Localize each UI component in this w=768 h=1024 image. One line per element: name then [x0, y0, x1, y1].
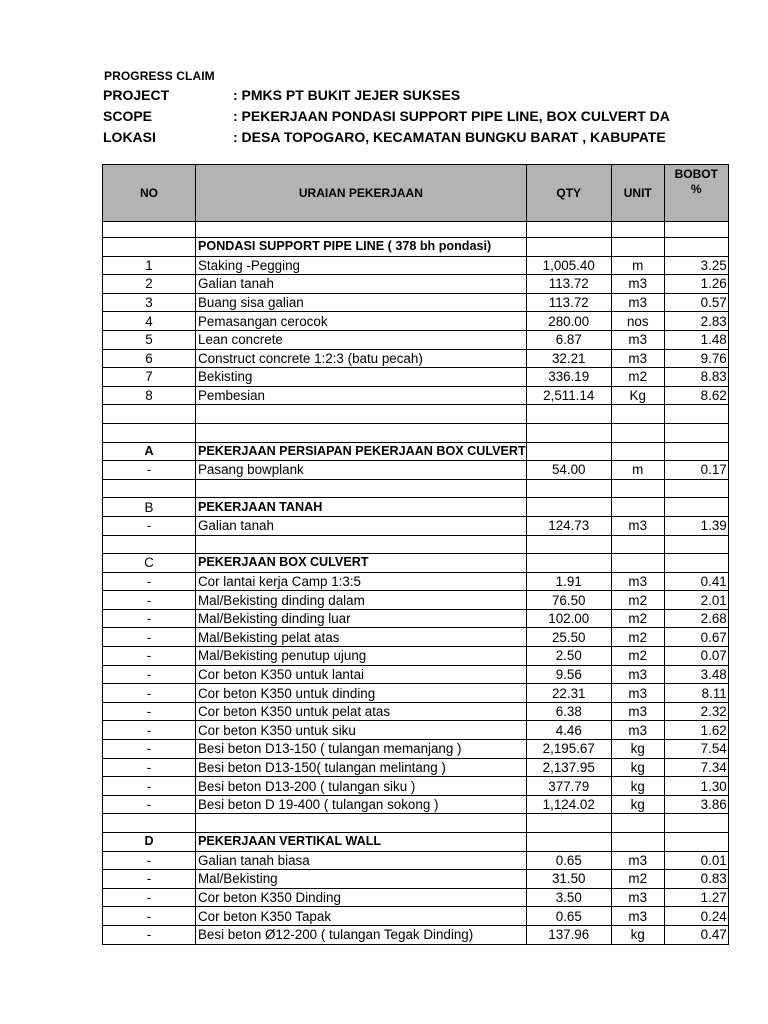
project-value: : PMKS PT BUKIT JEJER SUKSES: [233, 87, 461, 103]
row-unit-cell: kg: [611, 740, 664, 759]
table-row: [103, 851, 729, 870]
row-qty-cell: 32.21: [526, 349, 611, 368]
row-description-cell: Mal/Bekisting dinding dalam: [196, 591, 527, 610]
row-qty-cell: 22.31: [526, 684, 611, 703]
row-description-cell: [196, 222, 527, 238]
row-qty-cell: 377.79: [526, 777, 611, 796]
row-bobot-cell: 0.41: [664, 572, 728, 591]
row-no-cell: -: [103, 665, 196, 684]
table-row: [103, 870, 729, 889]
row-description-cell: Cor lantai kerja Camp 1:3:5: [196, 572, 527, 591]
section-header-row: [103, 833, 729, 852]
row-qty-cell: 137.96: [526, 925, 611, 944]
row-no-cell: -: [103, 721, 196, 740]
blank-row: [103, 405, 729, 424]
row-description-cell: PONDASI SUPPORT PIPE LINE ( 378 bh pondasi): [196, 238, 527, 257]
row-no-cell: C: [103, 554, 196, 573]
row-bobot-cell: 0.01: [664, 851, 728, 870]
row-no-cell: -: [103, 870, 196, 889]
scope-label: SCOPE: [103, 108, 153, 124]
lokasi-label: LOKASI: [103, 129, 156, 145]
row-unit-cell: [611, 238, 664, 257]
row-bobot-cell: [664, 222, 728, 238]
table-row: [103, 609, 729, 628]
row-unit-cell: [611, 833, 664, 852]
row-description-cell: Cor beton K350 Tapak: [196, 907, 527, 926]
row-bobot-cell: 7.54: [664, 740, 728, 759]
row-unit-cell: m3: [611, 293, 664, 312]
row-description-cell: Lean concrete: [196, 330, 527, 349]
row-bobot-cell: 8.83: [664, 368, 728, 387]
section-header-row: [103, 238, 729, 257]
row-bobot-cell: 0.57: [664, 293, 728, 312]
row-qty-cell: 113.72: [526, 293, 611, 312]
row-unit-cell: [611, 423, 664, 442]
row-unit-cell: m3: [611, 907, 664, 926]
row-unit-cell: kg: [611, 795, 664, 814]
row-unit-cell: m2: [611, 628, 664, 647]
row-no-cell: -: [103, 702, 196, 721]
row-description-cell: PEKERJAAN PERSIAPAN PEKERJAAN BOX CULVERT: [196, 442, 527, 461]
row-description-cell: Cor beton K350 untuk pelat atas: [196, 702, 527, 721]
row-unit-cell: [611, 222, 664, 238]
row-description-cell: Galian tanah: [196, 516, 527, 535]
row-qty-cell: [526, 535, 611, 554]
row-bobot-cell: 0.24: [664, 907, 728, 926]
row-description-cell: Cor beton K350 untuk lantai: [196, 665, 527, 684]
table-header-row: [103, 165, 729, 222]
table-row: [103, 647, 729, 666]
section-header-row: [103, 554, 729, 573]
row-description-cell: Besi beton D 19-400 ( tulangan sokong ): [196, 795, 527, 814]
row-qty-cell: 2,137.95: [526, 758, 611, 777]
row-bobot-cell: 1.30: [664, 777, 728, 796]
table-row: [103, 349, 729, 368]
row-unit-cell: m3: [611, 665, 664, 684]
row-qty-cell: [526, 833, 611, 852]
row-qty-cell: [526, 554, 611, 573]
row-no-cell: 8: [103, 386, 196, 405]
row-qty-cell: 280.00: [526, 312, 611, 331]
row-qty-cell: 2,195.67: [526, 740, 611, 759]
row-no-cell: [103, 405, 196, 424]
row-bobot-cell: [664, 535, 728, 554]
row-unit-cell: [611, 535, 664, 554]
blank-row: [103, 479, 729, 498]
row-description-cell: PEKERJAAN TANAH: [196, 498, 527, 517]
row-unit-cell: kg: [611, 777, 664, 796]
row-description-cell: Galian tanah biasa: [196, 851, 527, 870]
row-bobot-cell: 0.07: [664, 647, 728, 666]
row-qty-cell: 3.50: [526, 888, 611, 907]
row-no-cell: -: [103, 516, 196, 535]
row-description-cell: Staking -Pegging: [196, 256, 527, 275]
row-no-cell: 6: [103, 349, 196, 368]
row-description-cell: [196, 405, 527, 424]
table-row: [103, 628, 729, 647]
row-qty-cell: 31.50: [526, 870, 611, 889]
row-qty-cell: 4.46: [526, 721, 611, 740]
row-qty-cell: 2.50: [526, 647, 611, 666]
row-qty-cell: 6.38: [526, 702, 611, 721]
row-unit-cell: m3: [611, 851, 664, 870]
row-bobot-cell: [664, 498, 728, 517]
row-qty-cell: [526, 498, 611, 517]
row-qty-cell: [526, 423, 611, 442]
row-bobot-cell: 3.86: [664, 795, 728, 814]
row-bobot-cell: [664, 814, 728, 833]
row-description-cell: Besi beton Ø12-200 ( tulangan Tegak Dinding): [196, 925, 527, 944]
row-no-cell: B: [103, 498, 196, 517]
row-description-cell: Bekisting: [196, 368, 527, 387]
row-no-cell: [103, 238, 196, 257]
table-row: [103, 293, 729, 312]
section-header-row: [103, 442, 729, 461]
row-no-cell: -: [103, 888, 196, 907]
table-row: [103, 684, 729, 703]
row-no-cell: -: [103, 628, 196, 647]
blank-row: [103, 535, 729, 554]
row-description-cell: Besi beton D13-150( tulangan melintang ): [196, 758, 527, 777]
row-qty-cell: 102.00: [526, 609, 611, 628]
table-row: [103, 256, 729, 275]
row-unit-cell: kg: [611, 758, 664, 777]
row-description-cell: [196, 535, 527, 554]
row-no-cell: 7: [103, 368, 196, 387]
row-description-cell: Pembesian: [196, 386, 527, 405]
scope-value: : PEKERJAAN PONDASI SUPPORT PIPE LINE, BOX CULVERT DA: [233, 108, 670, 124]
row-bobot-cell: [664, 423, 728, 442]
row-no-cell: -: [103, 758, 196, 777]
table-row: [103, 721, 729, 740]
header-qty: QTY: [526, 165, 611, 222]
row-no-cell: -: [103, 851, 196, 870]
row-unit-cell: m3: [611, 702, 664, 721]
row-description-cell: Cor beton K350 untuk dinding: [196, 684, 527, 703]
row-bobot-cell: 1.39: [664, 516, 728, 535]
row-bobot-cell: 7.34: [664, 758, 728, 777]
row-qty-cell: 113.72: [526, 275, 611, 294]
row-description-cell: Galian tanah: [196, 275, 527, 294]
row-unit-cell: m: [611, 461, 664, 480]
row-unit-cell: [611, 405, 664, 424]
row-no-cell: -: [103, 684, 196, 703]
row-description-cell: Cor beton K350 untuk siku: [196, 721, 527, 740]
row-bobot-cell: 0.47: [664, 925, 728, 944]
row-qty-cell: [526, 479, 611, 498]
row-bobot-cell: 1.62: [664, 721, 728, 740]
row-bobot-cell: [664, 238, 728, 257]
row-bobot-cell: 1.26: [664, 275, 728, 294]
table-row: [103, 330, 729, 349]
table-row: [103, 386, 729, 405]
row-qty-cell: [526, 814, 611, 833]
row-unit-cell: [611, 442, 664, 461]
row-bobot-cell: [664, 442, 728, 461]
row-unit-cell: nos: [611, 312, 664, 331]
row-qty-cell: 336.19: [526, 368, 611, 387]
row-no-cell: [103, 479, 196, 498]
project-label: PROJECT: [103, 87, 170, 103]
header-bobot-line1: BOBOT: [674, 167, 718, 181]
row-qty-cell: 0.65: [526, 907, 611, 926]
row-description-cell: Besi beton D13-200 ( tulangan siku ): [196, 777, 527, 796]
row-no-cell: 4: [103, 312, 196, 331]
row-no-cell: -: [103, 647, 196, 666]
row-bobot-cell: [664, 554, 728, 573]
header-no: NO: [103, 165, 196, 222]
row-description-cell: Construct concrete 1:2:3 (batu pecah): [196, 349, 527, 368]
row-qty-cell: 0.65: [526, 851, 611, 870]
row-qty-cell: 124.73: [526, 516, 611, 535]
row-no-cell: 2: [103, 275, 196, 294]
table-row: [103, 795, 729, 814]
row-description-cell: PEKERJAAN VERTIKAL WALL: [196, 833, 527, 852]
table-row: [103, 591, 729, 610]
table-row: [103, 368, 729, 387]
work-items-table: [102, 164, 729, 945]
row-bobot-cell: 0.67: [664, 628, 728, 647]
row-description-cell: Besi beton D13-150 ( tulangan memanjang ): [196, 740, 527, 759]
row-bobot-cell: 0.17: [664, 461, 728, 480]
row-qty-cell: 1,005.40: [526, 256, 611, 275]
row-description-cell: Mal/Bekisting: [196, 870, 527, 889]
row-bobot-cell: 0.83: [664, 870, 728, 889]
row-bobot-cell: 2.01: [664, 591, 728, 610]
row-description-cell: Pasang bowplank: [196, 461, 527, 480]
row-no-cell: -: [103, 925, 196, 944]
row-unit-cell: m3: [611, 349, 664, 368]
row-qty-cell: 6.87: [526, 330, 611, 349]
row-no-cell: -: [103, 907, 196, 926]
row-unit-cell: m2: [611, 591, 664, 610]
row-qty-cell: [526, 442, 611, 461]
row-bobot-cell: 1.27: [664, 888, 728, 907]
table-row: [103, 702, 729, 721]
row-no-cell: [103, 814, 196, 833]
row-no-cell: -: [103, 572, 196, 591]
table-row: [103, 665, 729, 684]
row-unit-cell: m3: [611, 721, 664, 740]
row-bobot-cell: 3.48: [664, 665, 728, 684]
row-unit-cell: m: [611, 256, 664, 275]
blank-row: [103, 814, 729, 833]
row-no-cell: A: [103, 442, 196, 461]
row-no-cell: D: [103, 833, 196, 852]
table-row: [103, 777, 729, 796]
row-description-cell: [196, 814, 527, 833]
row-unit-cell: [611, 814, 664, 833]
row-no-cell: 5: [103, 330, 196, 349]
row-bobot-cell: 9.76: [664, 349, 728, 368]
table-row: [103, 758, 729, 777]
row-unit-cell: [611, 498, 664, 517]
table-row: [103, 275, 729, 294]
table-row: [103, 740, 729, 759]
row-description-cell: Mal/Bekisting penutup ujung: [196, 647, 527, 666]
row-description-cell: [196, 479, 527, 498]
row-unit-cell: m2: [611, 609, 664, 628]
blank-row: [103, 423, 729, 442]
row-qty-cell: 76.50: [526, 591, 611, 610]
row-qty-cell: [526, 238, 611, 257]
row-qty-cell: [526, 405, 611, 424]
lokasi-value: : DESA TOPOGARO, KECAMATAN BUNGKU BARAT , KABUPATE: [233, 129, 666, 145]
row-unit-cell: m3: [611, 888, 664, 907]
table-row: [103, 925, 729, 944]
row-no-cell: -: [103, 777, 196, 796]
scope-row: [103, 108, 768, 128]
header-bobot-line2: %: [690, 182, 702, 196]
row-unit-cell: m2: [611, 870, 664, 889]
table-row: [103, 572, 729, 591]
row-unit-cell: m3: [611, 684, 664, 703]
row-qty-cell: 54.00: [526, 461, 611, 480]
row-description-cell: PEKERJAAN BOX CULVERT: [196, 554, 527, 573]
table-row: [103, 516, 729, 535]
row-bobot-cell: 2.68: [664, 609, 728, 628]
row-unit-cell: m3: [611, 330, 664, 349]
row-no-cell: 3: [103, 293, 196, 312]
row-qty-cell: 1,124.02: [526, 795, 611, 814]
table-body: [103, 222, 729, 945]
row-description-cell: Pemasangan cerocok: [196, 312, 527, 331]
project-row: [103, 87, 768, 107]
row-qty-cell: [526, 222, 611, 238]
row-description-cell: Cor beton K350 Dinding: [196, 888, 527, 907]
row-description-cell: Mal/Bekisting dinding luar: [196, 609, 527, 628]
table-row: [103, 461, 729, 480]
row-no-cell: -: [103, 461, 196, 480]
row-bobot-cell: 2.32: [664, 702, 728, 721]
table-row: [103, 312, 729, 331]
row-qty-cell: 25.50: [526, 628, 611, 647]
row-unit-cell: m2: [611, 647, 664, 666]
row-description-cell: Mal/Bekisting pelat atas: [196, 628, 527, 647]
document-title: PROGRESS CLAIM: [104, 69, 215, 83]
row-bobot-cell: 1.48: [664, 330, 728, 349]
row-no-cell: -: [103, 740, 196, 759]
row-bobot-cell: [664, 833, 728, 852]
header-unit: UNIT: [611, 165, 664, 222]
row-no-cell: -: [103, 591, 196, 610]
row-unit-cell: m3: [611, 516, 664, 535]
header-uraian: URAIAN PEKERJAAN: [196, 165, 527, 222]
row-no-cell: [103, 222, 196, 238]
row-bobot-cell: 2.83: [664, 312, 728, 331]
row-unit-cell: Kg: [611, 386, 664, 405]
row-unit-cell: m2: [611, 368, 664, 387]
row-unit-cell: [611, 479, 664, 498]
row-bobot-cell: [664, 479, 728, 498]
table-row: [103, 888, 729, 907]
row-unit-cell: m3: [611, 572, 664, 591]
row-description-cell: Buang sisa galian: [196, 293, 527, 312]
row-no-cell: [103, 535, 196, 554]
lokasi-row: [103, 129, 768, 149]
table-row: [103, 907, 729, 926]
row-no-cell: -: [103, 795, 196, 814]
row-bobot-cell: 8.11: [664, 684, 728, 703]
row-qty-cell: 1.91: [526, 572, 611, 591]
row-description-cell: [196, 423, 527, 442]
row-unit-cell: m3: [611, 275, 664, 294]
row-no-cell: 1: [103, 256, 196, 275]
row-qty-cell: 9.56: [526, 665, 611, 684]
row-unit-cell: kg: [611, 925, 664, 944]
section-header-row: [103, 498, 729, 517]
header-bobot: [664, 165, 728, 222]
row-bobot-cell: 8.62: [664, 386, 728, 405]
row-bobot-cell: 3.25: [664, 256, 728, 275]
row-unit-cell: [611, 554, 664, 573]
row-qty-cell: 2,511.14: [526, 386, 611, 405]
blank-row: [103, 222, 729, 238]
row-bobot-cell: [664, 405, 728, 424]
row-no-cell: -: [103, 609, 196, 628]
row-no-cell: [103, 423, 196, 442]
